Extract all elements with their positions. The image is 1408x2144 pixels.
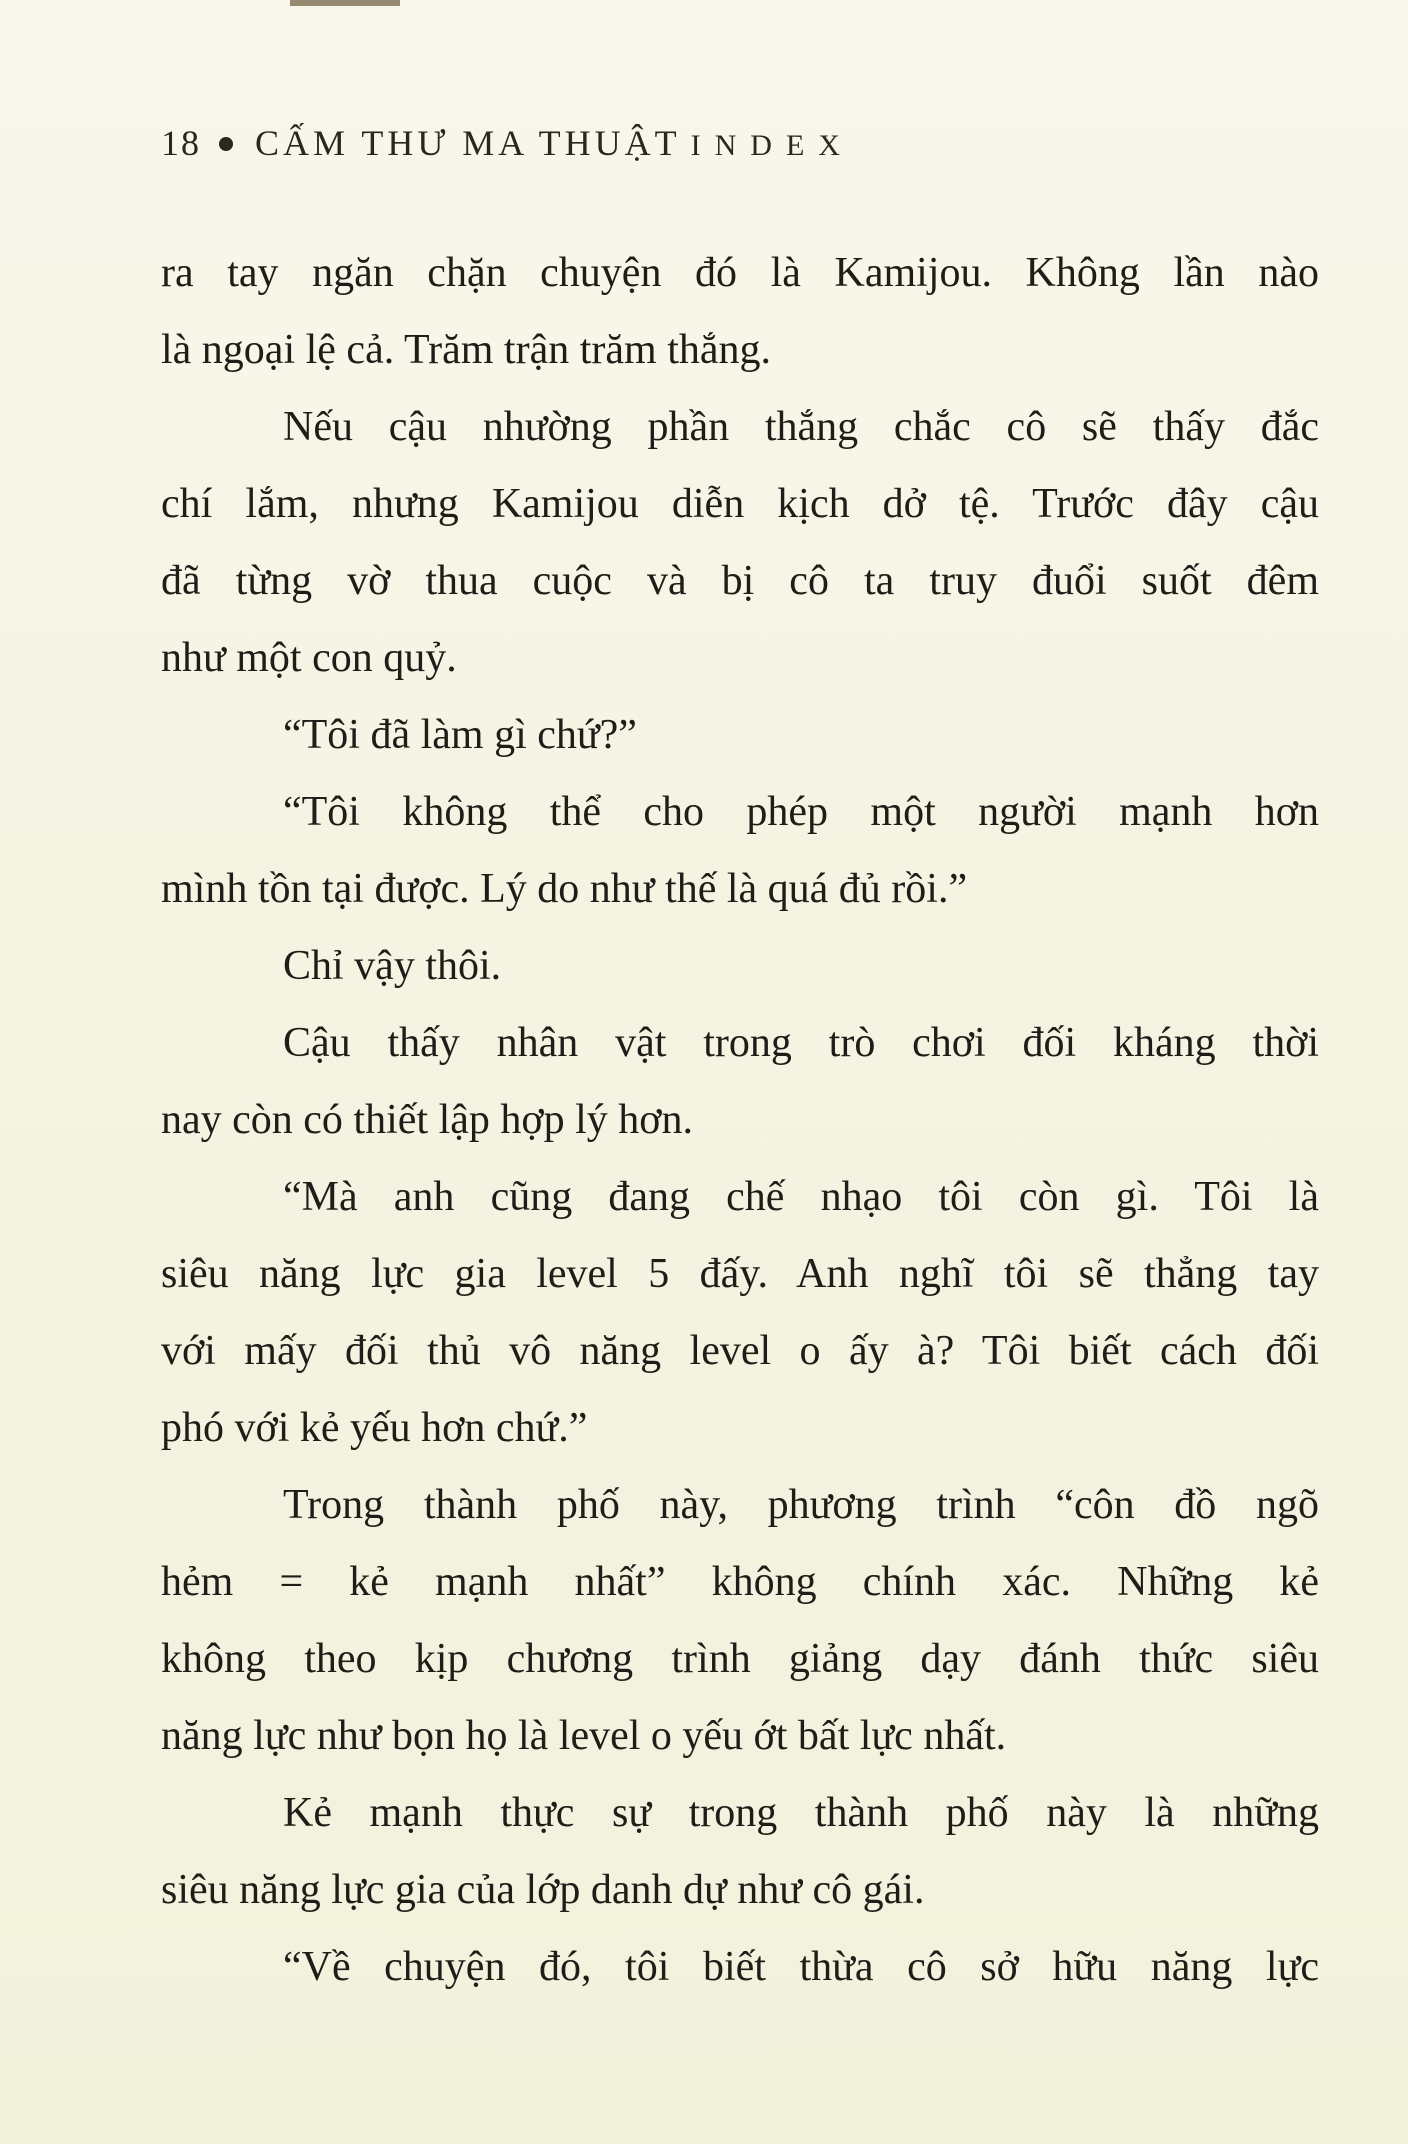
text-line: như một con quỷ. — [161, 635, 457, 681]
text-line: “Về chuyện đó, tôi biết thừa cô sở hữu năng lực — [283, 1944, 1319, 1990]
text-line: ra tay ngăn chặn chuyện đó là Kamijou. Không lần nào — [161, 250, 1319, 296]
text-line: Chỉ vậy thôi. — [283, 943, 502, 989]
text-line: đã từng vờ thua cuộc và bị cô ta truy đuổi suốt đêm — [161, 558, 1319, 604]
series-title: INDEX — [690, 129, 854, 162]
text-line: Cậu thấy nhân vật trong trò chơi đối kháng thời — [283, 1020, 1319, 1066]
text-line: với mấy đối thủ vô năng level o ấy à? Tôi biết cách đối — [161, 1328, 1319, 1374]
page-number: 18 — [161, 123, 201, 163]
text-line: nay còn có thiết lập hợp lý hơn. — [161, 1097, 693, 1143]
text-line: “Tôi đã làm gì chứ?” — [283, 712, 637, 758]
text-line: hẻm = kẻ mạnh nhất” không chính xác. Những kẻ — [161, 1559, 1319, 1605]
text-line: “Tôi không thể cho phép một người mạnh hơn — [283, 789, 1319, 835]
text-line: Kẻ mạnh thực sự trong thành phố này là những — [283, 1790, 1319, 1836]
book-title: CẤM THƯ MA THUẬT — [255, 123, 681, 163]
text-line: siêu năng lực gia của lớp danh dự như cô gái. — [161, 1867, 925, 1913]
text-line: siêu năng lực gia level 5 đấy. Anh nghĩ tôi sẽ thẳng tay — [161, 1251, 1319, 1297]
text-line: Trong thành phố này, phương trình “côn đồ ngõ — [283, 1482, 1319, 1528]
text-line: chí lắm, nhưng Kamijou diễn kịch dở tệ. Trước đây cậu — [161, 481, 1319, 527]
page-body — [161, 235, 1319, 2006]
text-line: không theo kịp chương trình giảng dạy đánh thức siêu — [161, 1636, 1319, 1682]
running-header — [161, 122, 854, 164]
text-line: “Mà anh cũng đang chế nhạo tôi còn gì. Tôi là — [283, 1174, 1319, 1220]
text-line: năng lực như bọn họ là level o yếu ớt bất lực nhất. — [161, 1713, 1007, 1759]
bullet-icon — [219, 137, 233, 151]
text-line: Nếu cậu nhường phần thắng chắc cô sẽ thấy đắc — [283, 404, 1319, 450]
book-edge — [290, 0, 400, 6]
text-line: mình tồn tại được. Lý do như thế là quá đủ rồi.” — [161, 866, 968, 912]
text-line: phó với kẻ yếu hơn chứ.” — [161, 1405, 588, 1451]
text-line: là ngoại lệ cả. Trăm trận trăm thắng. — [161, 327, 772, 373]
